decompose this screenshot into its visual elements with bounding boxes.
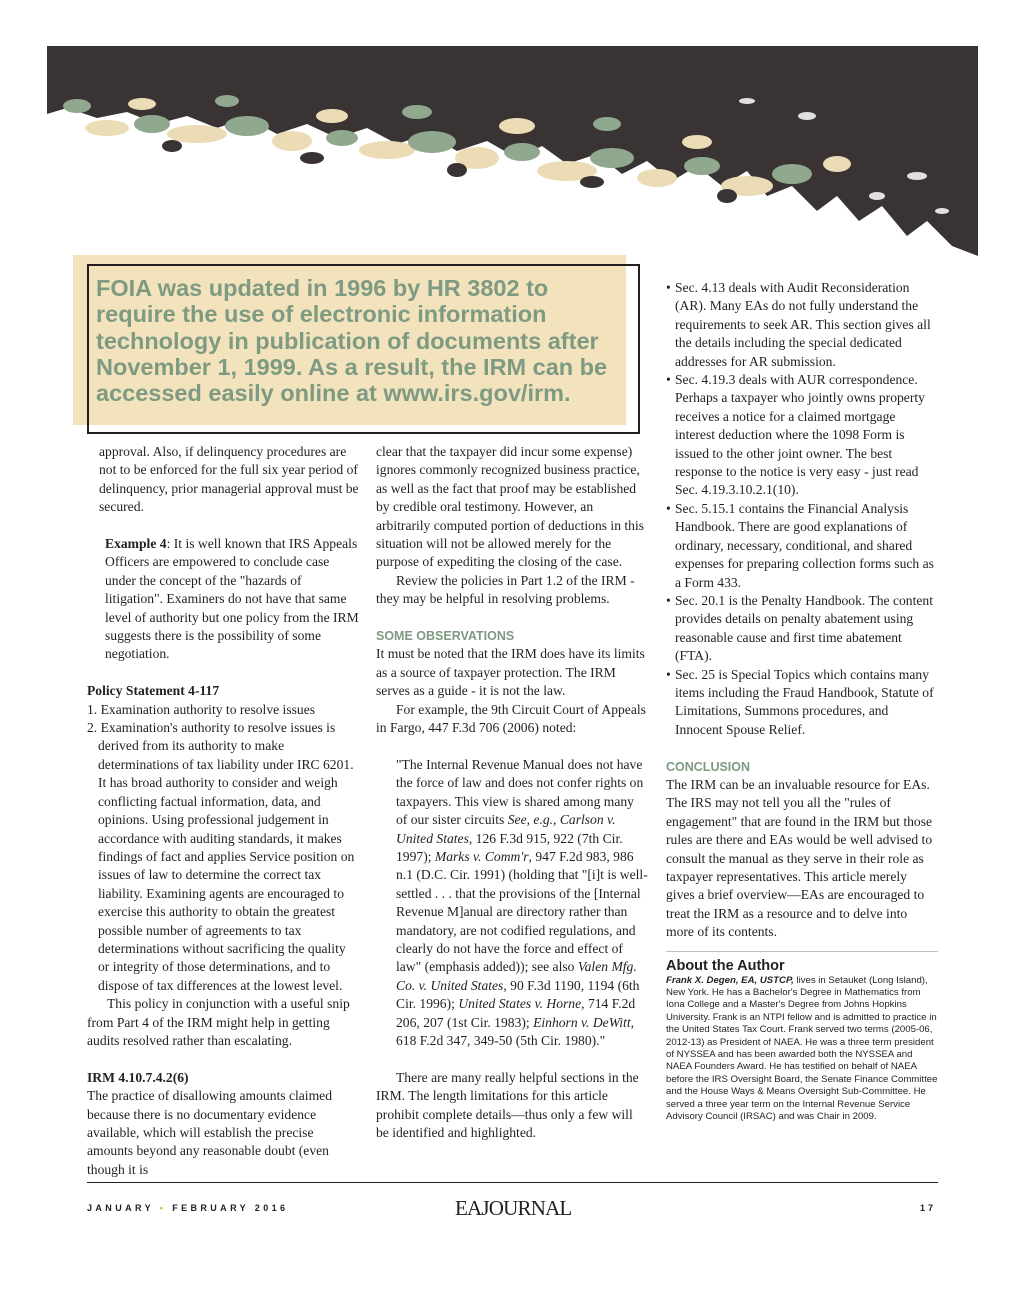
paragraph: There are many really helpful sections in the IRM. The length limitations for this article prohibit complete details—thus only a few will be identified and highlighted.	[376, 1069, 639, 1140]
list-item: • Sec. 5.15.1 contains the Financial Analysis Handbook. There are good explanations of ordinary, necessary, conditional, and shared expenses for preparing collection forms such as a Form 433.	[666, 500, 934, 590]
list-item: • Sec. 4.13 deals with Audit Reconsideration (AR). Many EAs do not fully understand the requirements to seek AR. This section gives all the details including the special dedicated addresses for AR submission.	[666, 280, 931, 369]
paragraph: approval. Also, if delinquency procedures are not to be enforced for the full six year period of delinquency, prior managerial approval must be secured.	[99, 444, 359, 515]
pull-quote: FOIA was updated in 1996 by HR 3802 to require the use of electronic information technology in publication of documents after November 1, 1999. As a result, the IRM can be accessed easily online at www.irs.gov/irm.	[96, 275, 608, 407]
policy-item-2: 2. Examination's authority to resolve issues is derived from its authority to make determinations of tax liability under IRC 6201. It has broad authority to consider and weigh conflicting factual information, data, and opinions. Using professional judgement in accordance with auditing standards, it makes findings of fact and applies Service position on issues of law to determine the correct tax liability. Examining agents are encouraged to exercise this authority to obtain the greatest possible number of agreements to tax determinations without sacrificing the quality or integrity of those determinations, and to dispose of tax differences at the lowest level.	[87, 720, 355, 993]
decorative-banner	[47, 46, 978, 256]
example-text: : It is well known that IRS Appeals Officers are empowered to conclude case under the concept of the "hazards of litigation". Examiners do not have that same level of authority but one policy from the IRM suggests there is the possibility of some negotiation.	[105, 536, 359, 662]
conclusion-heading: CONCLUSION	[666, 759, 751, 774]
list-item: • Sec. 25 is Special Topics which contains many items including the Fraud Handbook, Statute of Limitations, Summons procedures, and Innocent Spouse Relief.	[666, 666, 934, 737]
irm-text: The practice of disallowing amounts claimed because there is no documentary evidence available, which will establish the precise amounts beyond any reasonable doubt (even though it is	[87, 1088, 332, 1177]
conclusion-text: The IRM can be an invaluable resource for EAs. The IRS may not tell you all the "rules of engagement" that are found in the IRM but those rules are there and EAs would be well advised to consult the manual as they serve in their role as taxpayer representatives. This article merely gives a brief overview—EAs are encouraged to treat the IRM as a resource and to delve into more of its contents.	[666, 776, 933, 940]
paragraph: clear that the taxpayer did incur some expense) ignores commonly recognized business practice, as well as the fact that proof may be established by credible oral testimony. However, an arbitrarily computed portion of deductions in this situation will not be allowed merely for the purpose of expediting the closing of the case.	[376, 444, 645, 570]
ea-journal-logo: EAJOURNAL	[455, 1196, 572, 1220]
page-number: 17	[920, 1203, 937, 1213]
footer-divider	[87, 1182, 938, 1183]
author-name: Frank X. Degen, EA, USTCP,	[666, 974, 794, 986]
author-bio: Frank X. Degen, EA, USTCP, lives in Setauket (Long Island), New York. He has a Bachelor's Degree in Mathematics from Iona College and a Master's Degree from Johns Hopkins University. Frank is an NTPI fellow and is admitted to practice in the United States Tax Court. Frank served two terms (2005-06, 2012-13) as President of NAEA. He was a three term president of NYSSEA and has been awarded both the NYSSEA and NAEA Founders Award. He has testified on behalf of NAEA before the IRS Oversight Board, the Senate Finance Committee and the House Ways & Means Oversight Sub-Committee. He served a three year term on the Internal Revenue Service Advisory Council (IRSAC) and was Chair in 2009.	[666, 974, 938, 1123]
about-author-title: About the Author	[666, 957, 785, 974]
paragraph: Review the policies in Part 1.2 of the IRM - they may be helpful in resolving problems.	[376, 572, 635, 607]
policy-item-1: 1. Examination authority to resolve issues	[87, 701, 316, 717]
policy-heading: Policy Statement 4-117	[87, 683, 220, 699]
court-quote: "The Internal Revenue Manual does not have the force of law and does not confer rights on taxpayers. This view is shared among many of our sister circuits See, e.g., Carlson v. United States, 126 F.3d 915, 922 (7th Cir. 1997); Marks v. Comm'r, 947 F.2d 983, 986 n.1 (D.C. Cir. 1991) (holding that "[i]t is well-settled . . . that the provisions of the [Internal Revenue M]anual are directory rather than mandatory, are not codified regulations, and clearly do not have the force and effect of law" (emphasis added)); see also Valen Mfg. Co. v. United States, 90 F.3d 1190, 1194 (6th Cir. 1996); United States v. Horne, 714 F.2d 206, 207 (1st Cir. 1983); Einhorn v. DeWitt, 618 F.2d 347, 349-50 (5th Cir. 1980)."	[396, 756, 648, 1048]
paragraph: It must be noted that the IRM does have its limits as a source of taxpayer protection. The IRM serves as a guide - it is not the law.	[376, 646, 645, 699]
divider	[666, 951, 938, 952]
irm-heading: IRM 4.10.7.4.2(6)	[87, 1069, 189, 1085]
example-label: Example 4	[105, 536, 167, 552]
example-4	[87, 535, 359, 664]
list-item: • Sec. 20.1 is the Penalty Handbook. The content provides details on penalty abatement using reasonable cause and first time abatement (FTA).	[666, 592, 933, 664]
column-2	[376, 443, 648, 1142]
column-3	[666, 279, 938, 1123]
issue-date: JANUARY • FEBRUARY 2016	[87, 1203, 289, 1213]
column-1	[87, 443, 359, 1179]
paragraph: This policy in conjunction with a useful snip from Part 4 of the IRM might help in getting audits resolved rather than escalating.	[87, 996, 350, 1048]
paragraph: For example, the 9th Circuit Court of Appeals in Fargo, 447 F.3d 706 (2006) noted:	[376, 701, 646, 736]
list-item: • Sec. 4.19.3 deals with AUR correspondence. Perhaps a taxpayer who jointly owns property receives a notice for a claimed mortgage interest deduction where the 1098 Form is issued to the other joint owner. The best response to the notice is very easy - just read Sec. 4.19.3.10.2.1(10).	[666, 372, 925, 498]
observations-heading: SOME OBSERVATIONS	[376, 629, 515, 644]
